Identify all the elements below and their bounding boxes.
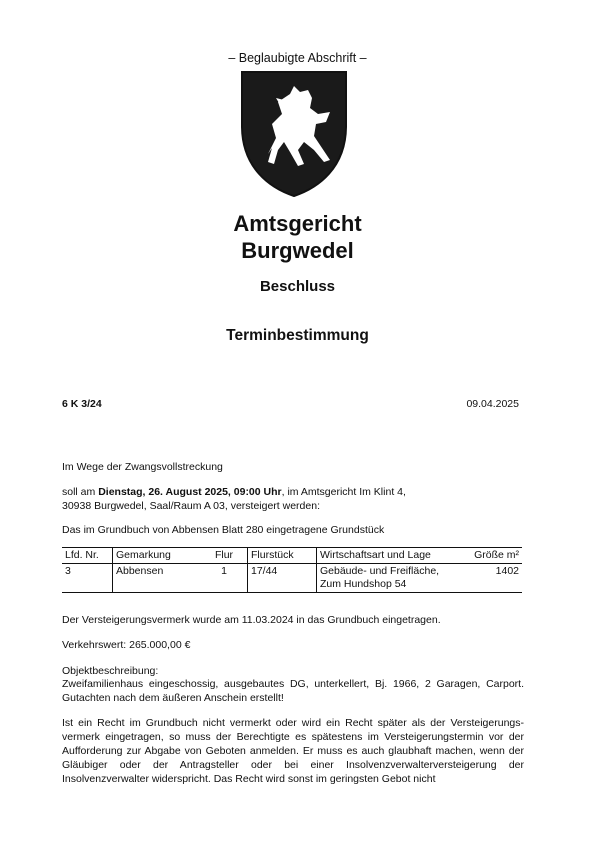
schedule-prefix: soll am: [62, 486, 99, 498]
registration-note: Der Versteigerungsvermerk wurde am 11.03.2024 in das Grundbuch eingetragen.: [62, 614, 441, 626]
table-row: [62, 564, 522, 593]
court-name: Amtsgericht: [233, 211, 362, 236]
schedule-datetime: Dienstag, 26. August 2025, 09:00 Uhr: [98, 486, 282, 498]
table-header-row: [62, 548, 522, 564]
cell-lage-line1: Gebäude- und Freifläche,: [320, 565, 440, 577]
col-flur: Flur: [201, 548, 248, 564]
auction-schedule: [62, 485, 524, 513]
cell-groesse: 1402: [458, 564, 522, 593]
document-date: 09.04.2025: [466, 398, 519, 410]
document-type: Beschluss: [259, 278, 336, 295]
col-lfd-nr: Lfd. Nr.: [62, 548, 113, 564]
cell-nr: 3: [62, 564, 113, 593]
schedule-location: , im Amtsgericht Im Klint 4,: [281, 486, 406, 498]
property-table: [62, 547, 522, 593]
case-reference: 6 K 3/24: [62, 398, 102, 410]
document-title: Terminbestimmung: [226, 327, 369, 344]
schedule-address: 30938 Burgwedel, Saal/Raum A 03, versteigert werden:: [62, 500, 320, 512]
object-heading: Objektbeschreibung:: [62, 665, 159, 677]
cell-lage-line2: Zum Hundshop 54: [320, 578, 407, 590]
cell-gemarkung: Abbensen: [113, 564, 202, 593]
rights-paragraph: Ist ein Recht im Grundbuch nicht vermerkt oder wird ein Recht später als der Versteigerungs-vermerk eingetragen, so muss der Berechtigte es spätestens im Versteigerungstermin vor der Aufforderung zur Abgabe von Geboten anmelden. Er muss es auch glaubhaft machen, wenn der Gläubiger oder der Antragsteller oder bei einer Insolvenzverwalterversteigerung der Insolvenzverwalter widerspricht. Das Recht wird sonst im geringsten Gebot nicht: [62, 717, 524, 785]
intro-text: Im Wege der Zwangsvollstreckung: [62, 461, 223, 473]
col-gemarkung: Gemarkung: [113, 548, 202, 564]
coat-of-arms-icon: [238, 68, 350, 200]
cell-flur: 1: [201, 564, 248, 593]
object-description: Zweifamilienhaus eingeschossig, ausgebautes DG, unterkellert, Bj. 1966, 2 Garagen, Carport. Gutachten nach dem äußeren Anschein erstellt!: [62, 678, 524, 704]
col-groesse: Größe m²: [458, 548, 522, 564]
certified-copy-note: – Beglaubigte Abschrift –: [228, 51, 367, 65]
court-place: Burgwedel: [241, 238, 354, 263]
property-intro: Das im Grundbuch von Abbensen Blatt 280 eingetragene Grundstück: [62, 524, 385, 536]
col-flurstueck: Flurstück: [248, 548, 317, 564]
market-value: Verkehrswert: 265.000,00 €: [62, 639, 191, 651]
cell-flurstueck: 17/44: [248, 564, 317, 593]
col-wirtschaftsart: Wirtschaftsart und Lage: [317, 548, 459, 564]
cell-lage: [317, 564, 459, 593]
